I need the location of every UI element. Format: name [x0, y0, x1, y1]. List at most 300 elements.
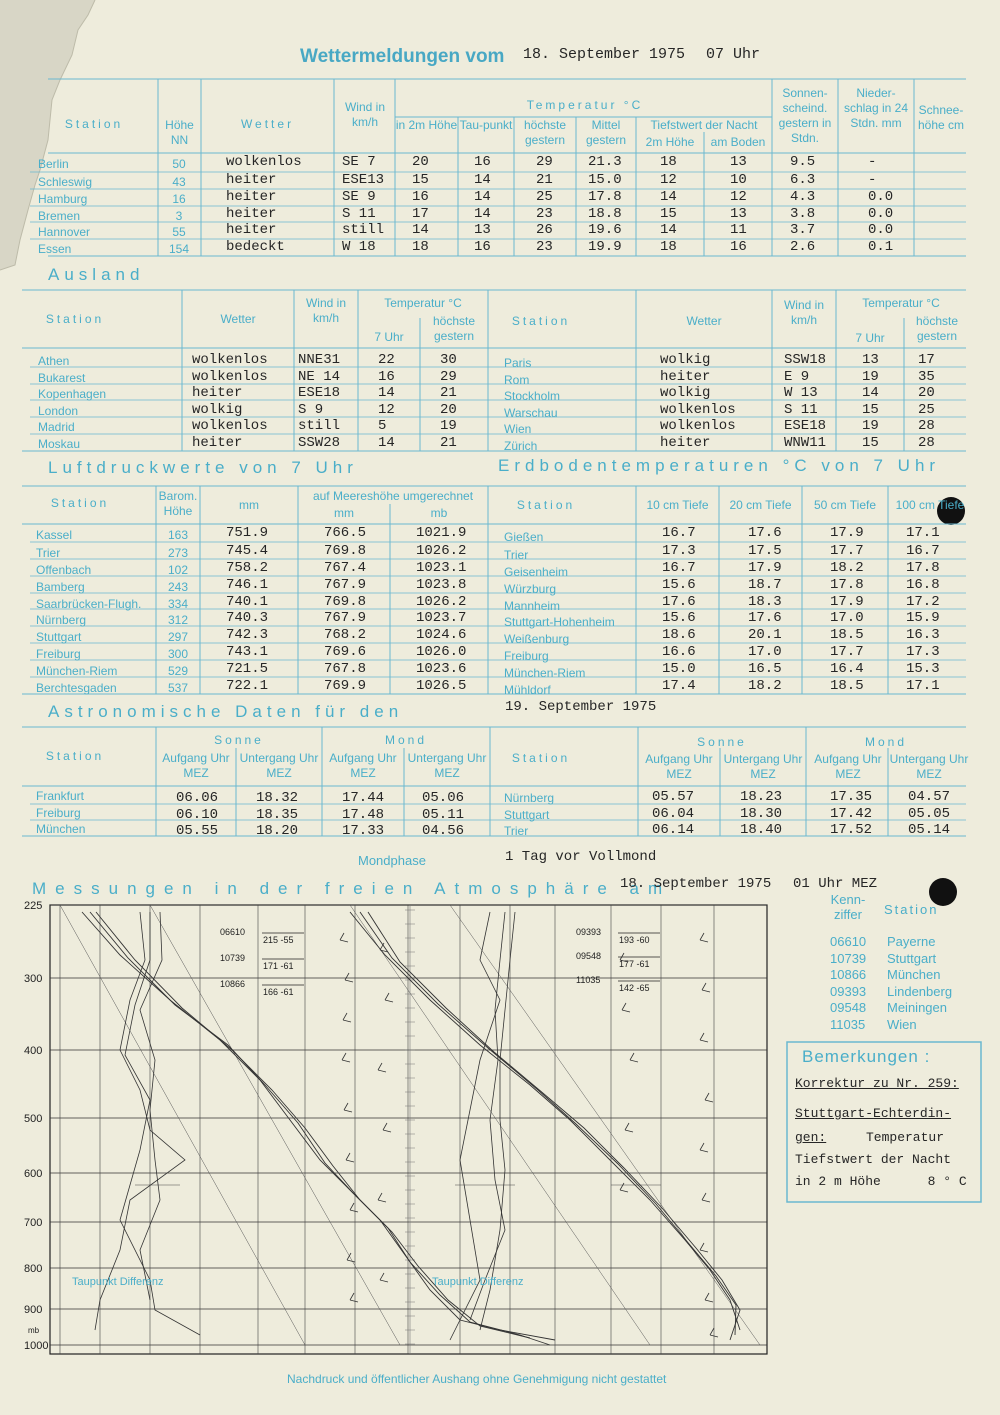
- wind-barb: [350, 1293, 358, 1302]
- astro-auf-2: Aufgang Uhr MEZ: [329, 751, 397, 780]
- erd-t10: 16.7: [662, 560, 696, 576]
- erd-t100: 17.1: [906, 678, 940, 694]
- druck-mm-meer: 767.4: [324, 560, 367, 576]
- erd-t50: 17.9: [830, 594, 864, 610]
- ausland-right-station: Rom: [504, 373, 530, 387]
- wind-barb: [705, 1093, 713, 1102]
- astro-unter-3: Untergang Uhr MEZ: [723, 752, 803, 781]
- erd-t100: 16.3: [906, 627, 940, 643]
- inland-wetter: heiter: [226, 189, 277, 205]
- aus-col-wetter-r: Wetter: [686, 314, 722, 328]
- aus-col-wetter: Wetter: [220, 312, 256, 326]
- ausland-right-7uhr: 19: [862, 418, 879, 434]
- erd-t10: 17.3: [662, 543, 696, 559]
- temperature-profile: [96, 912, 530, 1338]
- astro-right-mond-unter: 04.57: [908, 789, 951, 805]
- astro-right-mond-auf: 17.35: [830, 789, 873, 805]
- inland-tiefst-boden: 10: [730, 172, 747, 188]
- page-title: Wettermeldungen vom: [300, 46, 505, 67]
- astro-col-station: Station: [45, 749, 105, 763]
- druck-hoehe: 102: [167, 563, 189, 577]
- inland-hoechste: 29: [536, 154, 553, 170]
- wind-barb: [378, 1063, 386, 1072]
- inland-tiefst-2m: 15: [660, 206, 677, 222]
- druck-hoehe: 537: [167, 681, 189, 695]
- ausland-left-7uhr: 22: [378, 352, 395, 368]
- dewpoint-profile: [140, 912, 162, 1300]
- druck-station: Nürnberg: [36, 613, 87, 627]
- inland-hoehe: 16: [172, 192, 186, 206]
- tropopause-value: 215 -55: [263, 935, 294, 945]
- inland-wind: W 18: [342, 239, 376, 255]
- inland-temp-2m: 15: [412, 172, 429, 188]
- report-time: 07 Uhr: [706, 46, 761, 63]
- druck-hoehe: 163: [167, 528, 189, 542]
- erd-t50: 17.0: [830, 610, 864, 626]
- erd-t50: 17.8: [830, 577, 864, 593]
- col-niederschlag: Nieder-schlag in 24 Stdn. mm: [843, 86, 909, 130]
- inland-station-name: Hamburg: [38, 192, 88, 206]
- astro-right-sonne-auf: 06.04: [652, 806, 695, 822]
- station-place: Meiningen: [887, 1000, 947, 1015]
- ausland-left-hoechste: 21: [440, 385, 457, 401]
- inland-hoehe: 43: [172, 175, 186, 189]
- astro-left-station: Frankfurt: [36, 789, 85, 803]
- druck-mb: 1021.9: [416, 525, 467, 541]
- aus-col-7uhr-r: 7 Uhr: [855, 331, 885, 345]
- druck-station: Bamberg: [36, 580, 85, 594]
- druck-hoehe: 300: [167, 647, 189, 661]
- erd-t100: 17.2: [906, 594, 940, 610]
- erd-t100: 16.8: [906, 577, 940, 593]
- inland-hoehe: 3: [175, 209, 183, 223]
- inland-tiefst-2m: 14: [660, 189, 677, 205]
- pressure-label: 900: [24, 1304, 43, 1316]
- inland-taupunkt: 14: [474, 206, 491, 222]
- ausland-left-wetter: wolkenlos: [192, 369, 268, 385]
- mondphase-label: Mondphase: [358, 853, 426, 868]
- wind-barb: [702, 1193, 710, 1202]
- station-code: 10866: [830, 967, 867, 982]
- astro-left-mond-unter: 05.11: [422, 807, 465, 823]
- ausland-right-7uhr: 14: [862, 385, 879, 401]
- astro-unter-1: Untergang Uhr MEZ: [239, 751, 319, 780]
- astro-right-station: Nürnberg: [504, 791, 555, 805]
- inland-wind: SE 7: [342, 154, 376, 170]
- remarks-line4: Tiefstwert der Nacht: [795, 1152, 952, 1167]
- astro-left-mond-unter: 04.56: [422, 823, 465, 839]
- erd-t10: 15.6: [662, 610, 696, 626]
- inland-hoechste: 23: [536, 206, 553, 222]
- druck-mb: 1026.0: [416, 644, 467, 660]
- station-code: 11035: [830, 1016, 866, 1032]
- temperature-profile: [368, 912, 740, 1340]
- col-2m: in 2m Höhe: [395, 118, 458, 132]
- ausland-right-wind: S 11: [784, 402, 818, 418]
- wind-barb: [705, 1293, 713, 1302]
- tropopause-value: 171 -61: [263, 961, 294, 971]
- ausland-right-hoechste: 35: [918, 369, 935, 385]
- inland-tiefst-2m: 18: [660, 154, 677, 170]
- inland-temp-2m: 16: [412, 189, 429, 205]
- inland-tiefst-boden: 13: [730, 206, 747, 222]
- ausland-right-wind: ESE18: [784, 418, 827, 434]
- ausland-right-hoechste: 28: [918, 418, 935, 434]
- erd-station: München-Riem: [504, 666, 586, 680]
- ausland-title: Ausland: [48, 265, 145, 284]
- erd-col-100: 100 cm Tiefe: [895, 498, 965, 512]
- inland-station-name: Hannover: [38, 225, 91, 239]
- col-taupunkt: Tau-punkt: [459, 118, 513, 132]
- wind-barb: [383, 1123, 391, 1132]
- astro-left-mond-auf: 17.48: [342, 807, 385, 823]
- druck-mb: 1026.2: [416, 594, 467, 610]
- druck-mm: 721.5: [226, 661, 269, 677]
- tropopause-station: 09393: [576, 927, 602, 937]
- kennziffer-header: Kenn-ziffer: [830, 892, 866, 922]
- ausland-left-wetter: heiter: [192, 435, 243, 451]
- ausland-right-wind: E 9: [784, 369, 810, 385]
- ausland-left-hoechste: 30: [440, 352, 457, 368]
- druck-station: Stuttgart: [36, 630, 82, 644]
- inland-hoechste: 26: [536, 222, 553, 238]
- col-station: Station: [64, 117, 124, 131]
- ausland-left-wetter: heiter: [192, 385, 243, 401]
- astro-sonne: Sonne: [214, 733, 264, 747]
- pressure-label: 500: [24, 1113, 43, 1125]
- erd-t50: 18.5: [830, 627, 864, 643]
- druck-station: München-Riem: [36, 664, 118, 678]
- atmo-date: 18. September 1975: [620, 876, 772, 892]
- wind-barb: [700, 1143, 708, 1152]
- ausland-left-wind: still: [298, 418, 341, 434]
- tropopause-value: 177 -61: [619, 959, 650, 969]
- ausland-right-7uhr: 13: [862, 352, 879, 368]
- inland-taupunkt: 14: [474, 172, 491, 188]
- ausland-left-wind: S 9: [298, 402, 324, 418]
- astro-right-station: Trier: [504, 824, 529, 838]
- inland-tiefst-boden: 16: [730, 239, 747, 255]
- taupunkt-label-left: Taupunkt Differenz: [72, 1276, 164, 1288]
- druck-mb: 1023.6: [416, 661, 467, 677]
- col-hoehe: Höhe NN: [165, 118, 194, 147]
- druck-mm: 743.1: [226, 644, 269, 660]
- astro-auf-1: Aufgang Uhr MEZ: [162, 751, 230, 780]
- erd-t20: 17.6: [748, 610, 782, 626]
- col-wind: Wind in km/h: [344, 100, 385, 129]
- inland-hoechste: 21: [536, 172, 553, 188]
- inland-temp-2m: 14: [412, 222, 429, 238]
- astro-left-sonne-unter: 18.35: [256, 807, 299, 823]
- wind-barb: [343, 1013, 351, 1022]
- erd-station: Freiburg: [504, 649, 549, 663]
- ausland-left-station: Kopenhagen: [38, 387, 107, 401]
- ausland-left-wind: SSW28: [298, 435, 341, 451]
- ausland-right-7uhr: 15: [862, 402, 879, 418]
- inland-sonne: 9.5: [790, 154, 816, 170]
- erd-station: Mannheim: [504, 599, 561, 613]
- ausland-right-wetter: wolkenlos: [660, 418, 736, 434]
- pressure-label: 225: [24, 900, 43, 912]
- druck-station: Freiburg: [36, 647, 81, 661]
- erd-station: Trier: [504, 548, 529, 562]
- station-place: München: [887, 967, 941, 982]
- druck-mm: 758.2: [226, 560, 269, 576]
- astro-mond-r: Mond: [864, 735, 908, 749]
- druck-col-barom: Barom. Höhe: [158, 489, 198, 518]
- astro-right-mond-auf: 17.42: [830, 806, 873, 822]
- station-place: Lindenberg: [887, 983, 953, 999]
- ausland-left-station: Madrid: [38, 420, 75, 434]
- pressure-label: 300: [24, 973, 43, 985]
- ausland-left-7uhr: 12: [378, 402, 395, 418]
- druck-mm: 740.3: [226, 610, 269, 626]
- astro-left-mond-auf: 17.33: [342, 823, 385, 839]
- remarks-line5: in 2 m Höhe 8 ° C: [795, 1174, 967, 1189]
- inland-sonne: 6.3: [790, 172, 816, 188]
- ausland-right-wind: W 13: [784, 385, 818, 401]
- astro-left-mond-unter: 05.06: [422, 790, 465, 806]
- erd-t100: 16.7: [906, 543, 940, 559]
- temp-group-header: Temperatur °C: [526, 98, 644, 112]
- ausland-left-7uhr: 5: [378, 418, 387, 434]
- erd-t10: 18.6: [662, 627, 696, 643]
- tropopause-station: 11035: [576, 975, 601, 985]
- ausland-right-hoechste: 17: [918, 352, 935, 368]
- astro-left-sonne-unter: 18.20: [256, 823, 299, 839]
- erd-col-50: 50 cm Tiefe: [813, 498, 877, 512]
- aus-temp-group: Temperatur °C: [384, 296, 462, 310]
- wind-barb: [340, 933, 348, 942]
- astro-left-sonne-auf: 06.10: [176, 807, 219, 823]
- aus-temp-group-r: Temperatur °C: [862, 296, 940, 310]
- erd-t20: 16.5: [748, 661, 782, 677]
- report-date: 18. September 1975: [523, 46, 686, 63]
- wind-barb: [700, 1243, 708, 1252]
- ausland-right-station: Paris: [504, 356, 532, 370]
- erd-t100: 17.8: [906, 560, 940, 576]
- wind-barb: [630, 1053, 638, 1062]
- druck-station: Kassel: [36, 528, 73, 542]
- erdboden-title: Erdbodentemperaturen °C von 7 Uhr: [498, 456, 941, 475]
- druck-mm-meer: 768.2: [324, 627, 367, 643]
- erd-t20: 17.6: [748, 525, 782, 541]
- tropopause-station: 10866: [220, 979, 246, 989]
- druck-mm-meer: 766.5: [324, 525, 367, 541]
- inland-niederschlag: 0.0: [868, 206, 894, 222]
- station-header: Station: [884, 902, 939, 917]
- inland-sonne: 4.3: [790, 189, 816, 205]
- ausland-right-wetter: heiter: [660, 369, 711, 385]
- inland-wetter: heiter: [226, 222, 277, 238]
- druck-mm-meer: 767.9: [324, 577, 367, 593]
- inland-wind: still: [342, 222, 385, 238]
- erd-t10: 15.0: [662, 661, 696, 677]
- astro-right-sonne-unter: 18.30: [740, 806, 783, 822]
- aus-col-station-r: Station: [511, 314, 571, 328]
- col-sonnenschein: Sonnen-scheind. gestern in Stdn.: [778, 86, 832, 145]
- druck-mb: 1024.6: [416, 627, 467, 643]
- druck-hoehe: 273: [167, 546, 189, 560]
- druck-mb: 1023.8: [416, 577, 467, 593]
- ausland-left-wetter: wolkig: [192, 402, 243, 418]
- station-place: Stuttgart: [887, 950, 937, 966]
- druck-mb: 1026.2: [416, 543, 467, 559]
- wind-barb: [700, 1033, 708, 1042]
- aus-col-wind: Wind in km/h: [305, 296, 346, 325]
- ausland-right-station: Wien: [504, 422, 532, 436]
- inland-wind: ESE13: [342, 172, 385, 188]
- erd-t50: 16.4: [830, 661, 864, 677]
- ausland-left-station: London: [38, 404, 79, 418]
- inland-taupunkt: 16: [474, 154, 491, 170]
- erd-t50: 17.7: [830, 543, 864, 559]
- druck-station: Saarbrücken-Flugh.: [36, 597, 142, 611]
- inland-tiefst-boden: 13: [730, 154, 747, 170]
- astro-sonne-r: Sonne: [697, 735, 747, 749]
- inland-temp-2m: 20: [412, 154, 429, 170]
- druck-mb: 1023.7: [416, 610, 467, 626]
- pressure-label: 1000: [24, 1340, 49, 1352]
- aus-col-hoechste: höchste gestern: [432, 314, 476, 343]
- wind-barb: [346, 1153, 354, 1162]
- inland-tiefst-2m: 12: [660, 172, 677, 188]
- druck-mm: 745.4: [226, 543, 269, 559]
- druck-col-mm: mm: [239, 498, 259, 512]
- druck-mb: 1023.1: [416, 560, 467, 576]
- taupunkt-label-right: Taupunkt Differenz: [432, 1276, 524, 1288]
- inland-mittel: 19.6: [588, 222, 622, 238]
- inland-tiefst-2m: 14: [660, 222, 677, 238]
- inland-station-name: Berlin: [38, 157, 69, 171]
- astro-left-sonne-auf: 05.55: [176, 823, 219, 839]
- ausland-left-7uhr: 14: [378, 435, 395, 451]
- erd-t20: 18.2: [748, 678, 782, 694]
- station-place: Wien: [887, 1016, 917, 1032]
- tropopause-station: 06610: [220, 927, 246, 937]
- inland-temp-2m: 17: [412, 206, 429, 222]
- aus-col-7uhr: 7 Uhr: [374, 330, 404, 344]
- remarks-line1: Korrektur zu Nr. 259:: [795, 1076, 959, 1091]
- ausland-right-wetter: wolkig: [660, 352, 711, 368]
- inland-wetter: heiter: [226, 172, 277, 188]
- druck-mm-meer: 769.8: [324, 543, 367, 559]
- ausland-right-station: Zürich: [504, 439, 538, 453]
- pressure-label: 700: [24, 1217, 43, 1229]
- erd-station: Weißenburg: [504, 632, 570, 646]
- ausland-left-hoechste: 19: [440, 418, 457, 434]
- druck-col-mm2: mm: [334, 506, 354, 520]
- ausland-left-wetter: wolkenlos: [192, 418, 268, 434]
- inland-wetter: heiter: [226, 206, 277, 222]
- erd-t100: 17.1: [906, 525, 940, 541]
- station-code: 10739: [830, 950, 867, 966]
- druck-col-mb: mb: [430, 506, 448, 520]
- astro-right-sonne-auf: 05.57: [652, 789, 695, 805]
- druck-col-station: Station: [50, 496, 110, 510]
- remarks-line3a: gen:: [795, 1130, 827, 1145]
- erd-t20: 20.1: [748, 627, 782, 643]
- atmo-time: 01 Uhr MEZ: [793, 876, 878, 892]
- station-code: 09393: [830, 983, 867, 999]
- erd-t100: 17.3: [906, 644, 940, 660]
- druck-mm-meer: 767.8: [324, 661, 367, 677]
- station-code: 09548: [830, 1000, 867, 1015]
- inland-wetter: bedeckt: [226, 239, 285, 255]
- erd-station: Würzburg: [504, 582, 557, 596]
- wind-barb: [380, 1273, 388, 1282]
- inland-mittel: 19.9: [588, 239, 622, 255]
- ausland-right-hoechste: 20: [918, 385, 935, 401]
- druck-mm: 742.3: [226, 627, 269, 643]
- inland-hoehe: 154: [168, 242, 190, 256]
- druck-station: Trier: [36, 546, 61, 560]
- inland-hoehe: 50: [172, 157, 186, 171]
- astro-left-sonne-unter: 18.32: [256, 790, 299, 806]
- tropopause-value: 193 -60: [619, 935, 650, 945]
- wind-barb: [702, 983, 710, 992]
- astro-left-station: München: [36, 822, 86, 836]
- ausland-left-wetter: wolkenlos: [192, 352, 268, 368]
- druck-hoehe: 297: [167, 630, 189, 644]
- station-code: 06610: [830, 934, 867, 949]
- ausland-left-wind: NNE31: [298, 352, 341, 368]
- wind-barb: [378, 1193, 386, 1202]
- inland-hoehe: 55: [172, 225, 186, 239]
- footer-notice: Nachdruck und öffentlicher Aushang ohne Genehmigung nicht gestattet: [287, 1372, 667, 1386]
- pressure-label: 400: [24, 1045, 43, 1057]
- astro-right-mond-auf: 17.52: [830, 822, 873, 838]
- astro-right-mond-unter: 05.14: [908, 822, 951, 838]
- ausland-right-wind: SSW18: [784, 352, 827, 368]
- ausland-left-wind: NE 14: [298, 369, 341, 385]
- erd-t50: 18.2: [830, 560, 864, 576]
- erd-col-10: 10 cm Tiefe: [646, 498, 709, 512]
- astro-left-station: Freiburg: [36, 806, 81, 820]
- druck-hoehe: 243: [167, 580, 189, 594]
- astro-right-sonne-unter: 18.40: [740, 822, 783, 838]
- erd-t50: 17.9: [830, 525, 864, 541]
- col-hoechste: höchste gestern: [523, 118, 567, 147]
- wind-barb: [620, 1183, 628, 1192]
- col-tiefst-2m: 2m Höhe: [645, 135, 695, 149]
- mondphase-value: 1 Tag vor Vollmond: [505, 849, 657, 865]
- inland-hoechste: 23: [536, 239, 553, 255]
- inland-station-name: Schleswig: [38, 175, 93, 189]
- erd-col-station: Station: [516, 498, 576, 512]
- ausland-right-7uhr: 15: [862, 435, 879, 451]
- erd-t10: 15.6: [662, 577, 696, 593]
- wind-barb: [622, 1003, 630, 1012]
- astro-unter-2: Untergang Uhr MEZ: [407, 751, 487, 780]
- wind-barb: [345, 973, 353, 982]
- inland-taupunkt: 16: [474, 239, 491, 255]
- mb-label: mb: [28, 1326, 40, 1335]
- inland-sonne: 2.6: [790, 239, 816, 255]
- astro-right-mond-unter: 05.05: [908, 806, 951, 822]
- inland-hoechste: 25: [536, 189, 553, 205]
- erd-t10: 17.6: [662, 594, 696, 610]
- druck-mm: 722.1: [226, 678, 269, 694]
- pressure-label: 600: [24, 1168, 43, 1180]
- inland-niederschlag: 0.1: [868, 239, 894, 255]
- druck-mb: 1026.5: [416, 678, 467, 694]
- wind-barb: [350, 1203, 358, 1212]
- col-tiefst-boden: am Boden: [710, 135, 766, 149]
- erd-station: Stuttgart-Hohenheim: [504, 615, 615, 629]
- aus-col-wind-r: Wind in km/h: [783, 298, 824, 327]
- col-mittel: Mittel gestern: [585, 118, 627, 147]
